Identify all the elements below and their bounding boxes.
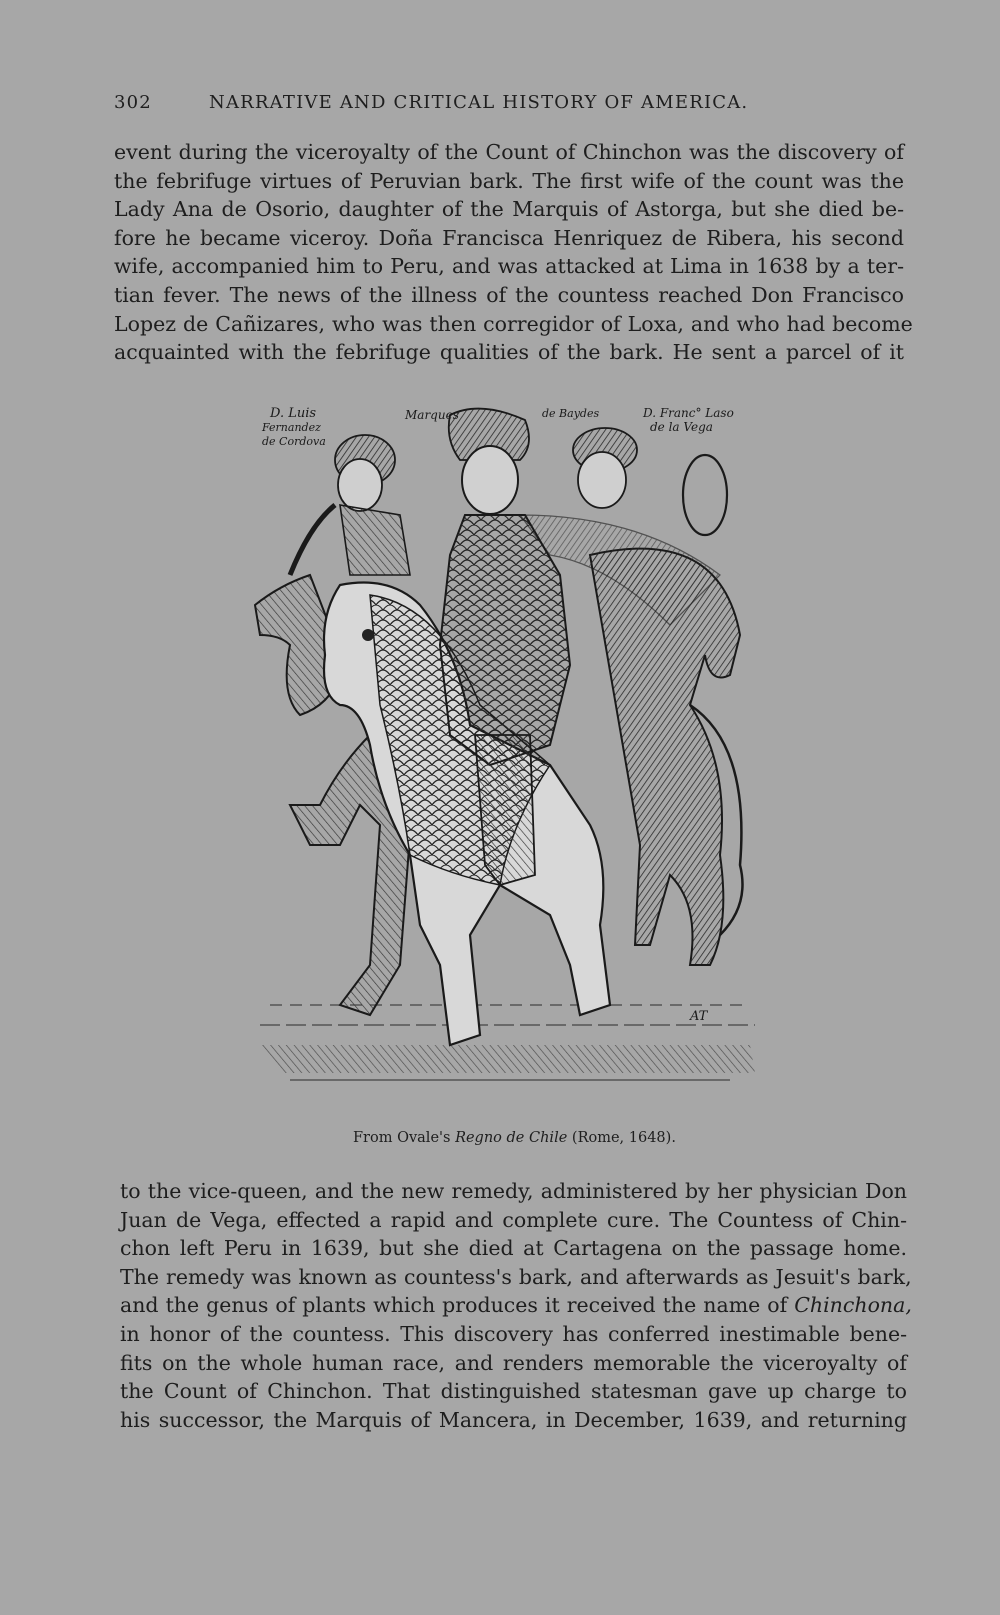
- text-line: fits on the whole human race, and renders memorable the viceroyalty of: [120, 1350, 907, 1375]
- text-line: acquainted with the febrifuge qualities of the bark. He sent a parcel of it: [114, 340, 904, 365]
- text-line: The remedy was known as countess's bark, and afterwards as Jesuit's bark,: [120, 1264, 912, 1289]
- caption-book-title: Regno de Chile: [455, 1130, 568, 1146]
- engraver-monogram: AT: [690, 1009, 708, 1024]
- label-right-line1: D. Franc° Laso: [643, 406, 734, 420]
- text-line: Juan de Vega, effected a rapid and complete cure. The Countess of Chin-: [120, 1207, 907, 1232]
- text-line-part: and the genus of plants which produces it received the name of: [120, 1293, 795, 1318]
- paragraph-top: [114, 138, 913, 367]
- running-title: NARRATIVE AND CRITICAL HISTORY OF AMERICA.: [209, 92, 749, 113]
- caption-suffix: (Rome, 1648).: [567, 1130, 676, 1146]
- running-header: [114, 92, 814, 122]
- text-line: the febrifuge virtues of Peruvian bark. The first wife of the count was the: [114, 168, 904, 193]
- text-line: fore he became viceroy. Doña Francisca Henriquez de Ribera, his second: [114, 225, 904, 250]
- text-line: the Count of Chinchon. That distinguished statesman gave up charge to: [120, 1379, 907, 1404]
- paragraph-bottom: [120, 1177, 912, 1434]
- label-center-a: Marques: [405, 408, 459, 422]
- left-rider: [290, 435, 410, 575]
- text-line: event during the viceroyalty of the Count of Chinchon was the discovery of: [114, 140, 904, 164]
- text-line: wife, accompanied him to Peru, and was attacked at Lima in 1638 by a ter-: [114, 254, 904, 279]
- text-line: his successor, the Marquis of Mancera, in December, 1639, and returning: [120, 1407, 907, 1432]
- text-line: [120, 1291, 912, 1320]
- label-center-b: de Baydes: [542, 407, 600, 420]
- right-rider: [573, 428, 727, 535]
- label-left-line2: Fernandez: [262, 421, 321, 434]
- ground-hatching: [260, 1005, 755, 1080]
- engraving-three-horsemen: [250, 405, 765, 1110]
- label-left-line3: de Cordova: [262, 435, 326, 448]
- label-left-line1: D. Luis: [270, 406, 317, 421]
- caption-prefix: From Ovale's: [353, 1130, 456, 1146]
- text-line: tian fever. The news of the illness of the countess reached Don Francisco: [114, 282, 904, 307]
- figure-caption: [250, 1130, 913, 1146]
- page-number: 302: [114, 92, 152, 113]
- label-right-line2: de la Vega: [650, 420, 713, 434]
- text-line: Lopez de Cañizares, who was then corregidor of Loxa, and who had become: [114, 311, 913, 336]
- text-line: Lady Ana de Osorio, daughter of the Marquis of Astorga, but she died be-: [114, 197, 904, 222]
- text-line: chon left Peru in 1639, but she died at Cartagena on the passage home.: [120, 1236, 907, 1261]
- genus-name: Chinchona,: [794, 1293, 912, 1318]
- text-line: to the vice-queen, and the new remedy, administered by her physician Don: [120, 1179, 907, 1203]
- text-line: in honor of the countess. This discovery has conferred inestimable bene-: [120, 1321, 907, 1346]
